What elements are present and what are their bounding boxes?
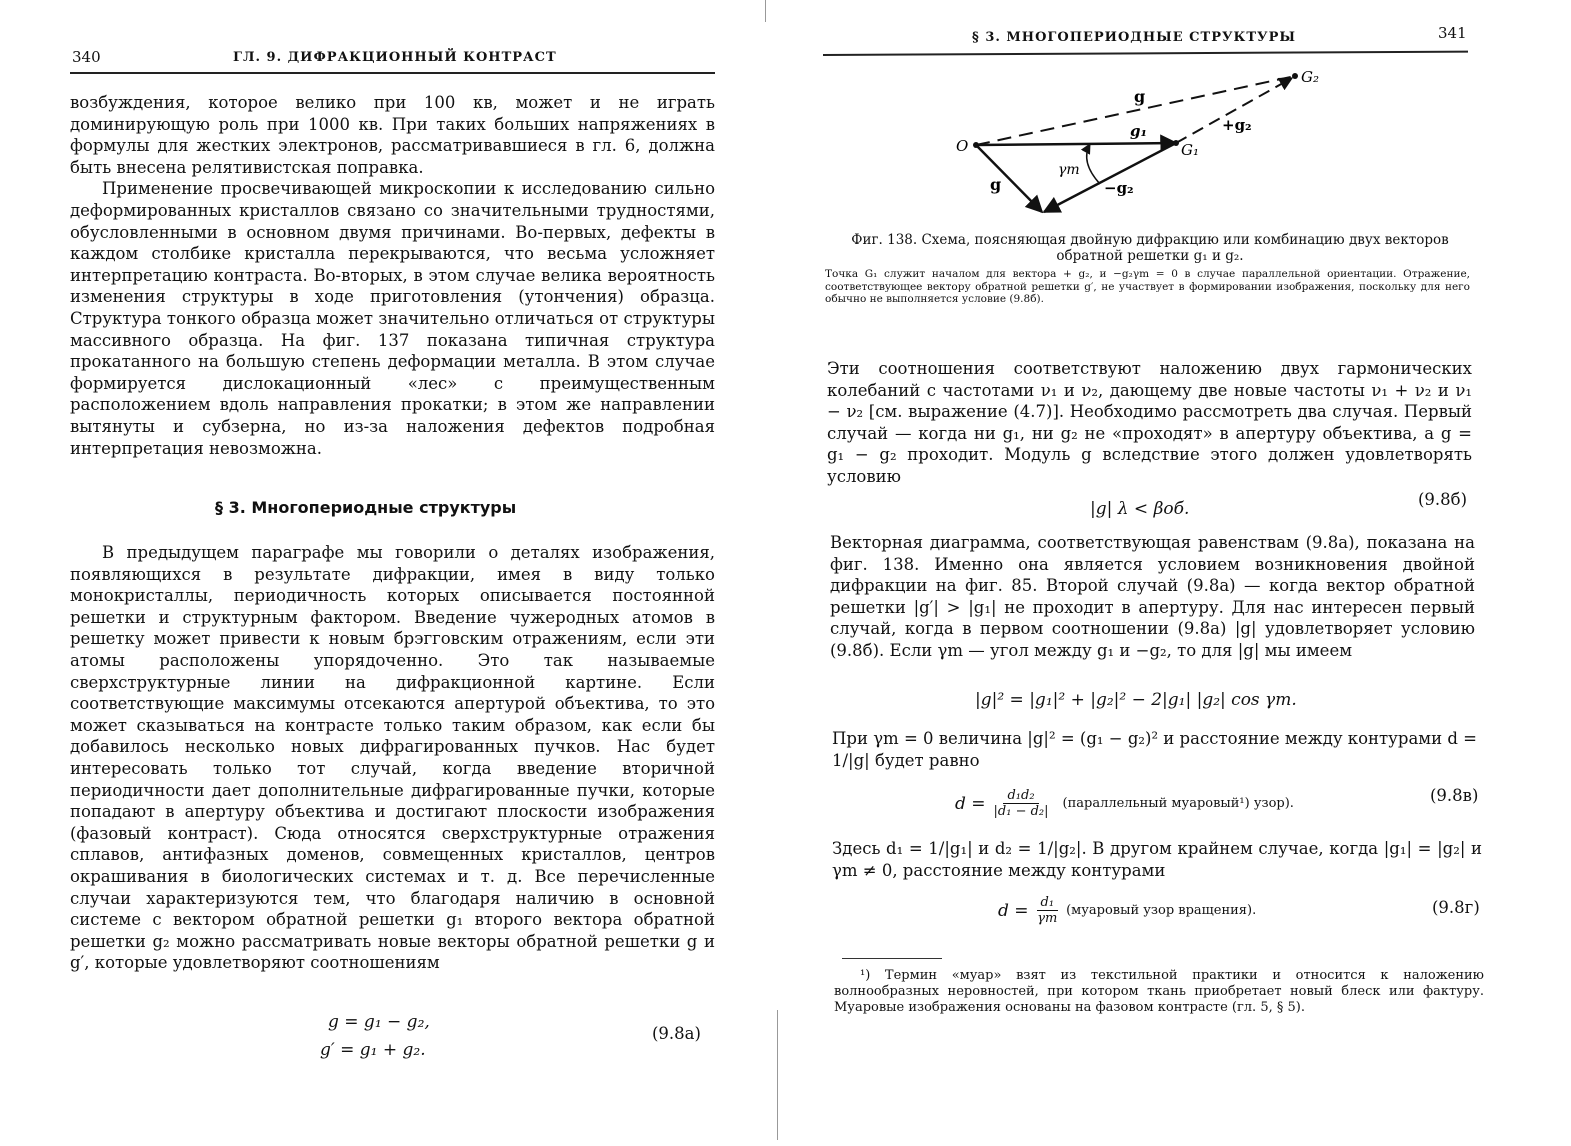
label-G2: G₂ <box>1301 68 1319 86</box>
vector-diagram <box>940 62 1340 227</box>
equation-number: (9.8г) <box>1432 898 1480 917</box>
label-gamma: γm <box>1058 162 1080 178</box>
body-text: Векторная диаграмма, соответствующая равенствам (9.8а), показана на фиг. 138. Именно она является условием возникновения двойной дифракции на фиг. 85. Второй случай (9.8а) — когда вектор обратной решетки |g′| > |g₁| не проходит в апертуру. Для нас интересен первый случай, когда в первом соотношении (9.8а) |g| удовлетворяет условию (9.8б). Если γm — угол между g₁ и −g₂, то для |g| мы имеем <box>830 533 1475 660</box>
section-heading: § 3. Многопериодные структуры <box>215 498 517 517</box>
footnote-rule <box>842 958 942 959</box>
equation-lhs: d = <box>998 900 1029 921</box>
label-O: O <box>956 137 969 155</box>
right-page <box>790 0 1571 1146</box>
body-text: При γm = 0 величина |g|² = (g₁ − g₂)² и расстояние между контурами d = 1/|g| будет равно <box>832 729 1477 770</box>
denominator: γm <box>1037 911 1058 926</box>
figure-caption-note: Точка G₁ служит началом для вектора + g₂, и −g₂γm = 0 в случае параллельной ориентации. Отражение, соответствующее вектору обратной решетки g′, не участвует в формировании изображения, поскольку для него обычно не выполняется условие (9.8б). <box>825 268 1470 305</box>
label-g1: g₁ <box>1130 122 1148 140</box>
equation-number: (9.8а) <box>652 1024 701 1043</box>
denominator: |d₁ − d₂| <box>993 804 1049 819</box>
angle-arc <box>1087 144 1100 184</box>
equation-modulus: |g|² = |g₁|² + |g₂|² − 2|g₁| |g₂| cos γm. <box>975 690 1297 710</box>
paragraph: возбуждения, которое велико при 100 кв, может и не играть доминирующую роль при 1000 кв. При таких больших напряжениях в формулы для жестких электронов, рассматривавшиеся в гл. 6, должна быть внесена релятивистская поправка. <box>70 93 715 177</box>
point-O <box>973 142 979 148</box>
page-number: 340 <box>72 48 101 66</box>
equation-number: (9.8в) <box>1430 786 1479 805</box>
body-text-top <box>70 92 715 459</box>
paragraph: В предыдущем параграфе мы говорили о деталях изображения, появляющихся в результате дифракции, имея в виду только монокристаллы, периодичность которых описывается постоянной решетки и структурным фактором. Введение чужеродных атомов в решетку может привести к новым брэгговским отражениям, если эти атомы расположены упорядоченно. Это так называемые сверхструктурные линии на дифракционной картине. Если соответствующие максимумы отсекаются апертурой объектива, то это может сказываться на контрасте только таким образом, как если бы добавилось несколько новых дифрагированных пучков. Нас будет интересовать только тот случай, когда введение вторичной периодичности дает дополнительные дифрагированные пучки, которые попадают в апертуру объектива и достигают плоскости изображения (фазовый контраст). Сюда относятся сверхструктурные отражения сплавов, антифазных доменов, совмещенных кристаллов, центров окрашивания в биологических системах и т. д. Все перечисленные случаи характеризуются тем, что благодаря наличию в основной системе с вектором обратной решетки g₁ второго вектора обратной решетки g₂ можно рассматривать новые векторы обратной решетки g и g′, которые удовлетворяют соотношениям <box>70 543 715 973</box>
label-minus-g2: −g₂ <box>1104 179 1134 197</box>
running-head: § 3. МНОГОПЕРИОДНЫЕ СТРУКТУРЫ <box>972 30 1296 45</box>
body-text: Эти соотношения соответствуют наложению двух гармонических колебаний с частотами ν₁ и ν₂, дающему две новые частоты ν₁ + ν₂ и ν₁ − ν₂ [см. выражение (4.7)]. Необходимо рассмотреть два случая. Первый случай — когда ни g₁, ни g₂ не «проходят» в апертуру объектива, а g = g₁ − g₂ проходит. Модуль g вследствие этого должен удовлетворять условию <box>827 359 1472 486</box>
label-g-bottom: g <box>990 175 1002 194</box>
paragraph: Применение просвечивающей микроскопии к исследованию сильно деформированных кристаллов связано со значительными трудностями, обусловленными в основном двумя причинами. Во-первых, дефекты в каждом столбике кристалла перекрываются, что весьма усложняет интерпретацию контраста. Во-вторых, в этом случае велика вероятность изменения структуры в ходе приготовления (утончения) образца. Структура тонкого образца может значительно отличаться от структуры массивного образца. На фиг. 137 показана типичная структура прокатанного на большую степень деформации металла. В этом случае формируется дислокационный «лес» с преимущественным расположением вдоль направления прокатки; в этом же направлении вытянуты и субзерна, но из-за наложения дефектов подробная интерпретация невозможна. <box>70 179 715 458</box>
vector-g1 <box>976 143 1176 145</box>
point-G2 <box>1292 73 1298 79</box>
header-rule <box>70 72 715 74</box>
equation-line: g′ = g₁ + g₂. <box>320 1040 426 1060</box>
vector-g-solid <box>976 145 1042 212</box>
equation-b: |g| λ < βоб. <box>1090 499 1190 519</box>
fraction <box>994 788 1049 819</box>
body-text-section <box>70 542 715 974</box>
figure-caption: Фиг. 138. Схема, поясняющая двойную дифракцию или комбинацию двух векторов обратной решетки g₁ и g₂. <box>851 232 1449 264</box>
numerator: d₁d₂ <box>1003 788 1038 804</box>
equation-number: (9.8б) <box>1418 490 1468 509</box>
footnote: ¹) Термин «муар» взят из текстильной практики и относится к наложению волнообразных неровностей, при котором ткань приобретает новый блеск или фактуру. Муаровые изображения основаны на фазовом контрасте (гл. 5, § 5). <box>834 968 1484 1015</box>
equation-note: (параллельный муаровый¹) узор). <box>1062 796 1294 811</box>
equation-note: (муаровый узор вращения). <box>1066 903 1257 918</box>
header-rule <box>823 51 1468 56</box>
equation-v <box>955 788 1294 819</box>
body-text: Здесь d₁ = 1/|g₁| и d₂ = 1/|g₂|. В другом крайнем случае, когда |g₁| = |g₂| и γm ≠ 0, расстояние между контурами <box>832 839 1482 880</box>
label-g-top: g <box>1134 87 1146 106</box>
fraction <box>1037 895 1059 926</box>
left-page <box>0 0 780 1146</box>
equation-line: g = g₁ − g₂, <box>328 1012 430 1032</box>
equation-g <box>998 895 1256 926</box>
label-plus-g2: +g₂ <box>1222 116 1252 134</box>
label-G1: G₁ <box>1181 141 1199 159</box>
page-number: 341 <box>1438 24 1467 42</box>
equation-lhs: d = <box>955 793 986 814</box>
numerator: d₁ <box>1037 895 1059 911</box>
running-head: ГЛ. 9. ДИФРАКЦИОННЫЙ КОНТРАСТ <box>233 50 557 65</box>
point-G1 <box>1173 140 1179 146</box>
